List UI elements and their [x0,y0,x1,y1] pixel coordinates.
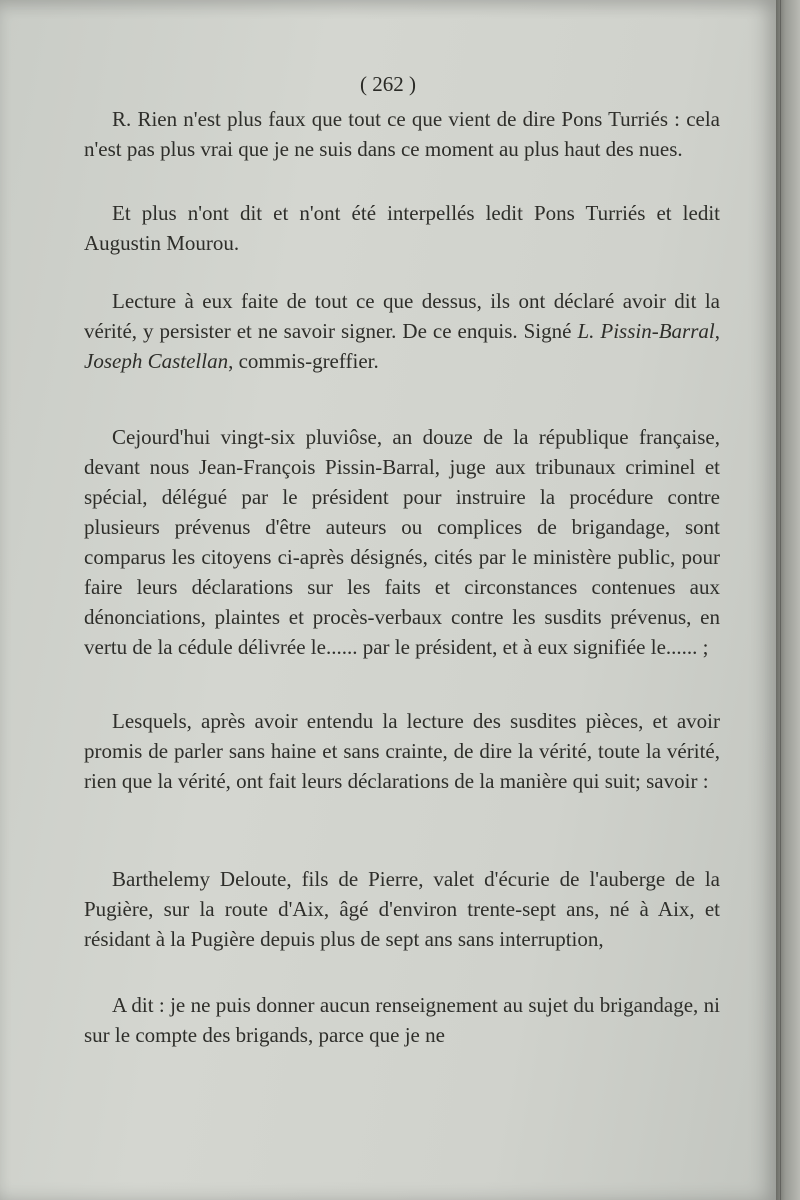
signature-castellan: Joseph Castellan [84,349,229,373]
paragraph-text: Lesquels, après avoir entendu la lecture des susdites pièces, et avoir promis de parler sans haine et sans crainte, de dire la vérité, toute la vérité, rien que la vérité, ont fait leurs déclarations de la manière qui suit; savoir : [84,709,720,793]
signature-pissin-barral: L. Pissin-Barral [577,319,715,343]
paragraph-cejourdhui [84,422,720,662]
page-number: ( 262 ) [360,72,416,96]
greffier-title: , commis-greffier. [228,349,379,373]
paragraph-text: A dit : je ne puis donner aucun renseignement au sujet du brigandage, ni sur le compte des brigands, parce que je ne [84,993,720,1047]
paragraph-text: R. Rien n'est plus faux que tout ce que vient de dire Pons Turriés : cela n'est pas plus vrai que je ne suis dans ce moment au plus haut des nues. [84,107,720,161]
signature-separator: , [714,319,720,343]
paragraph-a-dit [84,990,720,1050]
paragraph-reponse [84,104,720,164]
paragraph-lesquels [84,706,720,796]
lecture-text: Lecture à eux faite de tout ce que dessus, ils ont déclaré avoir dit la vérité, y persister et ne savoir signer. De ce enquis. Signé [84,289,720,343]
paragraph-deloute [84,864,720,954]
paragraph-interpellation [84,198,720,258]
paragraph-text: Cejourd'hui vingt-six pluviôse, an douze de la république française, devant nous Jean-François Pissin-Barral, juge aux tribunaux criminel et spécial, délégué par le président pour instruire la procédure contre plusieurs prévenus d'être auteurs ou complices de brigandage, sont comparus les citoyens ci-après désignés, cités par le ministère public, pour faire leurs déclarations sur les faits et circonstances contenues aux dénonciations, plaintes et procès-verbaux contre les susdits prévenus, en vertu de la cédule délivrée le...... par le président, et à eux signifiée le...... ; [84,425,720,659]
paragraph-text [84,286,720,376]
paragraph-text: Et plus n'ont dit et n'ont été interpellés ledit Pons Turriés et ledit Augustin Mourou. [84,201,720,255]
page-edge [776,0,800,1200]
paragraph-text: Barthelemy Deloute, fils de Pierre, valet d'écurie de l'auberge de la Pugière, sur la route d'Aix, âgé d'environ trente-sept ans, né à Aix, et résidant à la Pugière depuis plus de sept ans sans interruption, [84,867,720,951]
paragraph-lecture [84,286,720,376]
